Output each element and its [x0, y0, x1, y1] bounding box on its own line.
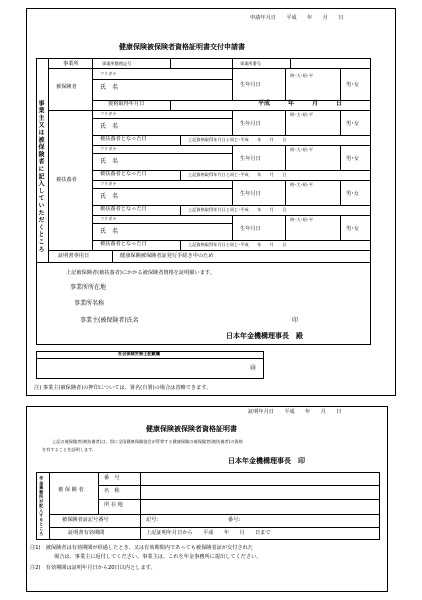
jigyosho-seiri-label: 事業所整理記号	[102, 61, 132, 66]
fuyo-date-label: 被扶養者となった日	[100, 206, 147, 212]
certificate-authority: 日本年金機構理事長 印	[228, 457, 305, 465]
furigana-label: フリガナ	[100, 181, 117, 186]
certificate-date: 証明年月日 平成 年 月 日	[248, 409, 342, 415]
seal-mark: 印	[292, 317, 299, 324]
meisho-label: 名 称	[104, 488, 120, 494]
dependent-1	[92, 110, 371, 145]
sex-options: 男･女	[346, 156, 359, 162]
fuyo-date-note: 上記資格取得年月日と同じ･平成 年 月 日	[188, 137, 287, 142]
seinengappi-label: 生年月日	[240, 191, 261, 197]
hihokensha-label: 被保険者	[56, 84, 77, 90]
note-1a: 注1) 被保険者は有効期間が経過したとき、又は有効期間内であっても被保険者証が交付された	[30, 545, 253, 551]
fuyo-date-label: 被扶養者となった日	[100, 241, 147, 247]
application-date: 申請年月日 平成 年 月 日	[250, 15, 344, 21]
kigo-label: 記号:	[146, 517, 159, 523]
fuyo-date-label: 被扶養者となった日	[100, 136, 147, 142]
furigana-label: フリガナ	[100, 71, 117, 76]
furigana-label: フリガナ	[100, 216, 117, 221]
side-label-employer: 事業主又は被保険者に記入していただくところ	[37, 100, 44, 254]
cert-request-text: 上記被保険者(被扶養者)にかかる被保険者資格を証明願います。	[66, 270, 215, 276]
cert-hihokensha-label: 被 保 険 者	[58, 487, 84, 493]
note-2: 注2) 有効期間は証明年月日から20日以内とします。	[30, 565, 156, 571]
shimei-label: 氏 名	[100, 84, 119, 91]
dependent-3	[92, 180, 371, 215]
shimei-label: 氏 名	[100, 228, 119, 235]
certificate-title: 健康保険被保険者資格証明書	[146, 425, 237, 433]
era-options: 明･大･昭･平	[290, 217, 314, 222]
era-options: 明･大･昭･平	[290, 112, 314, 117]
validity-value: 上記証明年月日から 平成 年 月 日まで	[146, 530, 271, 536]
sharoushi-label: 社会保険労務士記載欄	[118, 351, 160, 356]
bango-label: 番 号	[104, 475, 120, 481]
authority-addressee: 日本年金機構理事長 殿	[226, 332, 303, 340]
fuyo-date-note: 上記資格取得年月日と同じ･平成 年 月 日	[188, 172, 287, 177]
form1-footnote: 注) 事業主(被保険者)の押印については、署名(自署)の場合は省略できます。	[34, 385, 212, 391]
dependent-4	[92, 215, 371, 250]
sex-options: 男･女	[346, 191, 359, 197]
reason-label: 証明書専用日	[58, 253, 90, 259]
side-label-office: 年金事務所が記入するところ	[39, 476, 45, 536]
seinengappi-label: 生年月日	[240, 156, 261, 162]
sharoushi-seal: ㊞	[250, 365, 257, 372]
fuyo-date-note: 上記資格取得年月日と同じ･平成 年 月 日	[188, 242, 287, 247]
furigana-label: フリガナ	[100, 111, 117, 116]
certificate-body-2: を有することを証明します。	[42, 447, 97, 452]
shimei-label: 氏 名	[100, 123, 119, 130]
sex-options: 男･女	[346, 226, 359, 232]
note-1b: 場合は、事業主に返付してください。事業主は、これを年金事務所に提出してください。	[54, 554, 262, 560]
sex-options: 男･女	[346, 121, 359, 127]
shozaichi-label: 所 在 地	[104, 502, 123, 508]
reason-value: 健康保険被保険者証発行手続き中のため	[120, 253, 214, 259]
fuyo-label: 被扶養者	[56, 177, 77, 183]
owner-name-label: 事業主(被保険者)氏名	[80, 317, 139, 324]
era-options: 明･大･昭･平	[290, 73, 314, 78]
shimei-label: 氏 名	[100, 193, 119, 200]
jigyosho-bango-label: 事業所番号	[240, 61, 261, 66]
fuyo-date-note: 上記資格取得年月日と同じ･平成 年 月 日	[188, 207, 287, 212]
shikaku-date-value: 平成 年 月 日	[258, 100, 343, 107]
era-options: 明･大･昭･平	[290, 147, 314, 152]
seinengappi-label: 生年月日	[240, 121, 261, 127]
shikaku-date-label: 資格取得年月日	[108, 101, 145, 107]
shimei-label: 氏 名	[100, 158, 119, 165]
sex-options: 男･女	[346, 82, 359, 88]
era-options: 明･大･昭･平	[290, 182, 314, 187]
furigana-label: フリガナ	[100, 146, 117, 151]
seinengappi-label: 生年月日	[240, 226, 261, 232]
office-address-label: 事業所所在地	[70, 284, 107, 291]
jigyosho-label: 事業所	[63, 61, 79, 67]
dependent-2	[92, 145, 371, 180]
certificate-body-1: 上記の被保険者(被扶養者)は、別に全国健康保険協会が管掌する健康保険の被保険者(被扶養者)の資格	[52, 439, 243, 444]
fuyo-date-label: 被扶養者となった日	[100, 171, 147, 177]
office-name-label: 事業所名称	[74, 300, 105, 307]
seinengappi-label: 生年月日	[240, 82, 261, 88]
validity-label: 証明書有効期間	[68, 530, 105, 536]
bango-field-label: 番号:	[228, 517, 241, 523]
shokigo-label: 被保険者証記号番号	[62, 517, 109, 523]
application-title: 健康保険被保険者資格証明書交付申請書	[119, 43, 245, 51]
